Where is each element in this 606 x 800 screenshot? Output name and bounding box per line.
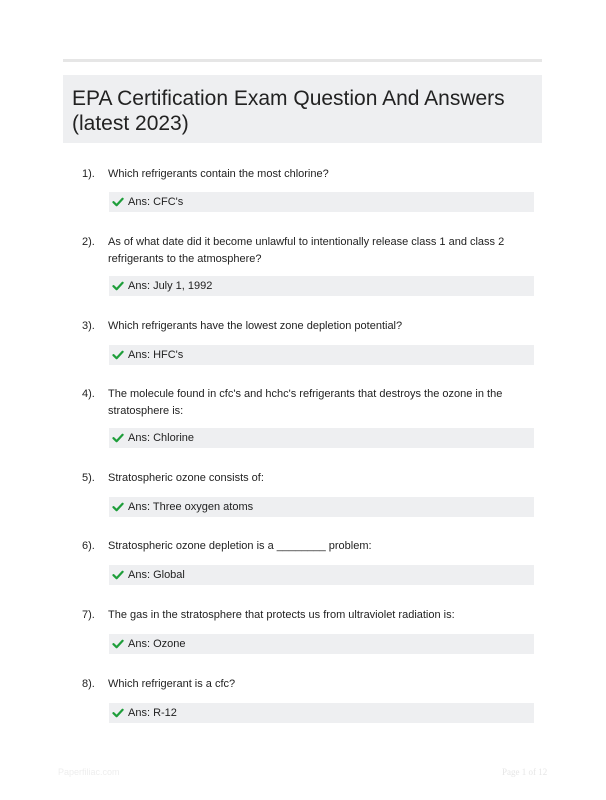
top-divider [63, 59, 542, 62]
question-number: 3). [82, 320, 95, 332]
answer-box [109, 192, 534, 212]
question-text: Which refrigerant is a cfc? [108, 678, 236, 690]
answer-text: Ans: HFC's [128, 349, 184, 361]
page-title: EPA Certification Exam Question And Answers (latest 2023) [72, 87, 505, 135]
answer-text: Ans: R-12 [128, 707, 177, 719]
question-number: 6). [82, 540, 95, 552]
question-number: 5). [82, 472, 95, 484]
check-icon [112, 349, 124, 361]
question-text: As of what date did it become unlawful to intentionally release class 1 and class 2 refrigerants to the atmosphere? [108, 236, 505, 265]
check-icon [112, 569, 124, 581]
question-number: 2). [82, 236, 95, 248]
question-number: 7). [82, 609, 95, 621]
footer-site: Paperfiliac.com [58, 767, 120, 777]
check-icon [112, 638, 124, 650]
question-text: Stratospheric ozone depletion is a ________ problem: [108, 540, 372, 552]
question-text: Which refrigerants have the lowest zone depletion potential? [108, 320, 403, 332]
question-number: 8). [82, 678, 95, 690]
question-number: 1). [82, 168, 95, 180]
answer-box [109, 428, 534, 448]
title-block [63, 75, 542, 143]
answer-text: Ans: Ozone [128, 638, 186, 650]
answer-box [109, 345, 534, 365]
check-icon [112, 196, 124, 208]
answer-box [109, 565, 534, 585]
answer-text: Ans: Global [128, 569, 185, 581]
answer-text: Ans: CFC's [128, 196, 184, 208]
answer-text: Ans: Three oxygen atoms [128, 501, 254, 513]
answer-box [109, 497, 534, 517]
answer-text: Ans: Chlorine [128, 432, 195, 444]
question-text: The gas in the stratosphere that protects us from ultraviolet radiation is: [108, 609, 455, 621]
check-icon [112, 432, 124, 444]
answer-box [109, 276, 534, 296]
check-icon [112, 501, 124, 513]
question-number: 4). [82, 388, 95, 400]
check-icon [112, 707, 124, 719]
answer-text: Ans: July 1, 1992 [128, 280, 213, 292]
footer-page-number: Page 1 of 12 [502, 767, 548, 777]
check-icon [112, 280, 124, 292]
question-text: Stratospheric ozone consists of: [108, 472, 264, 484]
answer-box [109, 703, 534, 723]
question-text: The molecule found in cfc's and hchc's refrigerants that destroys the ozone in the stratosphere is: [108, 388, 503, 417]
question-text: Which refrigerants contain the most chlorine? [108, 168, 329, 180]
answer-box [109, 634, 534, 654]
